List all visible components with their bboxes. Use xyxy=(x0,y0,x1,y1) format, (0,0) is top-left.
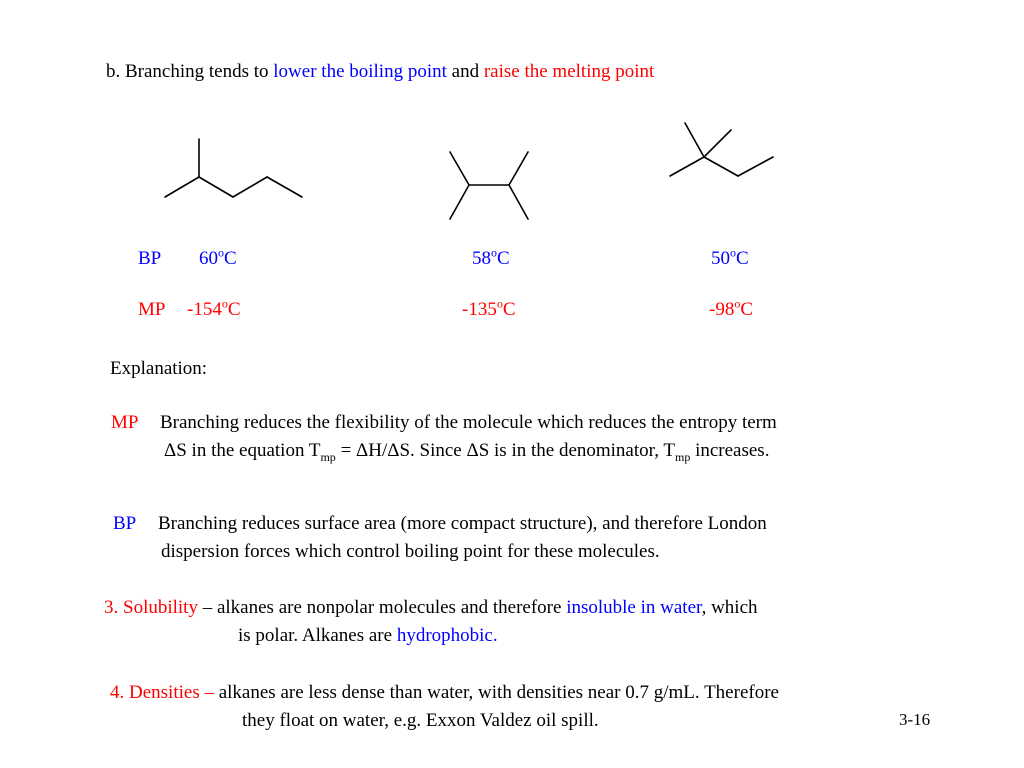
explanation-bp-line1: Branching reduces surface area (more compact structure), and therefore London xyxy=(158,513,767,534)
explanation-title: Explanation: xyxy=(110,358,208,379)
heading-highlight-melting: raise the melting point xyxy=(483,61,655,82)
bp-value-1: 60$^o$C xyxy=(199,245,237,269)
hydrophobic-highlight: hydrophobic. xyxy=(396,625,498,646)
explanation-bp-label: BP xyxy=(113,513,137,534)
solubility-line2: is polar. Alkanes are hydrophobic. xyxy=(238,625,498,646)
explanation-mp-label: MP xyxy=(111,412,139,433)
bp-value-3: 50$^o$C xyxy=(711,245,749,269)
densities-label: 4. Densities – xyxy=(110,682,214,703)
solubility-highlight: insoluble in water xyxy=(566,597,702,618)
mp-value-2: -135$^o$C xyxy=(462,296,516,320)
mp-value-3: -98$^o$C xyxy=(709,296,754,320)
heading-highlight-boiling: lower the boiling point xyxy=(273,61,447,82)
molecule-2-3-dimethylbutane xyxy=(450,152,528,219)
explanation-bp-line2: dispersion forces which control boiling point for these molecules. xyxy=(161,541,660,562)
mp-row-label: MP xyxy=(138,299,166,320)
solubility-line1: 3. Solubility – alkanes are nonpolar molecules and therefore insoluble in water, which xyxy=(104,597,758,618)
densities-line2: they float on water, e.g. Exxon Valdez oil spill. xyxy=(242,710,599,731)
molecule-2-methylpentane xyxy=(165,139,302,197)
page-number: 3-16 xyxy=(899,710,931,729)
densities-line1: 4. Densities – alkanes are less dense than water, with densities near 0.7 g/mL. Therefore xyxy=(110,682,779,703)
bp-row-label: BP xyxy=(138,248,162,269)
explanation-mp-line2: ΔS in the equation $T_{mp} = \Delta H/\Delta S$. Since ΔS is in the denominator, $T_{mp}$ increases. xyxy=(164,440,770,464)
bp-value-2: 58$^o$C xyxy=(472,245,510,269)
heading-mid: and xyxy=(446,61,484,82)
mp-value-1: -154$^o$C xyxy=(187,296,241,320)
explanation-mp-line1: Branching reduces the flexibility of the molecule which reduces the entropy term xyxy=(160,412,777,433)
molecule-2-2-dimethylbutane xyxy=(670,123,773,176)
heading-prefix: b. Branching tends to xyxy=(106,61,274,82)
solubility-label: 3. Solubility xyxy=(104,597,198,618)
